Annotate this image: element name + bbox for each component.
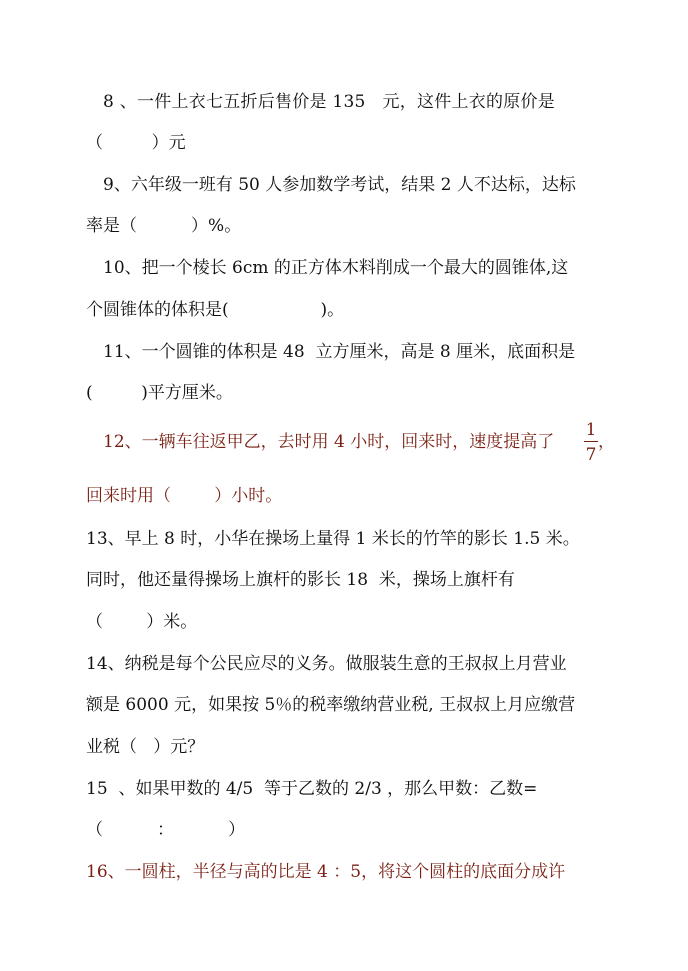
q8-line-1: 8 、一件上衣七五折后售价是 135 元，这件上衣的原价是 [103,92,556,112]
q14-line-3: 业税（ ）元？ [86,737,205,757]
q12-line-2: 回来时用（ ）小时。 [86,486,283,506]
q14-line-1: 14、纳税是每个公民应尽的义务。做服装生意的王叔叔上月营业 [86,654,567,674]
q11-line-2: ( )平方厘米。 [86,383,233,403]
q13-line-1: 13、早上 8 时，小华在操场上量得 1 米长的竹竿的影长 1.5 米。 [86,529,580,549]
q11-line-1: 11、一个圆锥的体积是 48 立方厘米，高是 8 厘米，底面积是 [103,342,576,362]
q12-comma: ， [598,432,615,452]
q13-line-3: （ ）米。 [86,612,198,632]
q13-line-2: 同时，他还量得操场上旗杆的影长 18 米，操场上旗杆有 [86,570,515,590]
q16-line-1: 16、一圆柱，半径与高的比是 4 ：5，将这个圆柱的底面分成许 [86,862,566,882]
q12-fraction-bar [584,441,598,442]
q12-fraction-numerator: 1 [585,420,597,440]
q10-line-1: 10、把一个棱长 6cm 的正方体木料削成一个最大的圆锥体,这 [103,258,569,278]
q10-line-2: 个圆锥体的体积是( )。 [86,300,345,320]
q15-line-1: 15 、如果甲数的 4/5 等于乙数的 2/3 ，那么甲数：乙数= [86,779,538,799]
q9-line-1: 9、六年级一班有 50 人参加数学考试，结果 2 人不达标，达标 [103,175,576,195]
q12-line-1: 12、一辆车往返甲乙，去时用 4 小时，回来时，速度提高了 [103,432,555,452]
q8-line-2: （ ）元 [86,133,186,153]
q14-line-2: 额是 6000 元，如果按 5％的税率缴纳营业税, 王叔叔上月应缴营 [86,695,576,715]
q15-line-2: （ ： ） [86,820,246,840]
q9-line-2: 率是（ ）%。 [86,216,242,236]
q12-fraction-denominator: 7 [585,445,597,465]
